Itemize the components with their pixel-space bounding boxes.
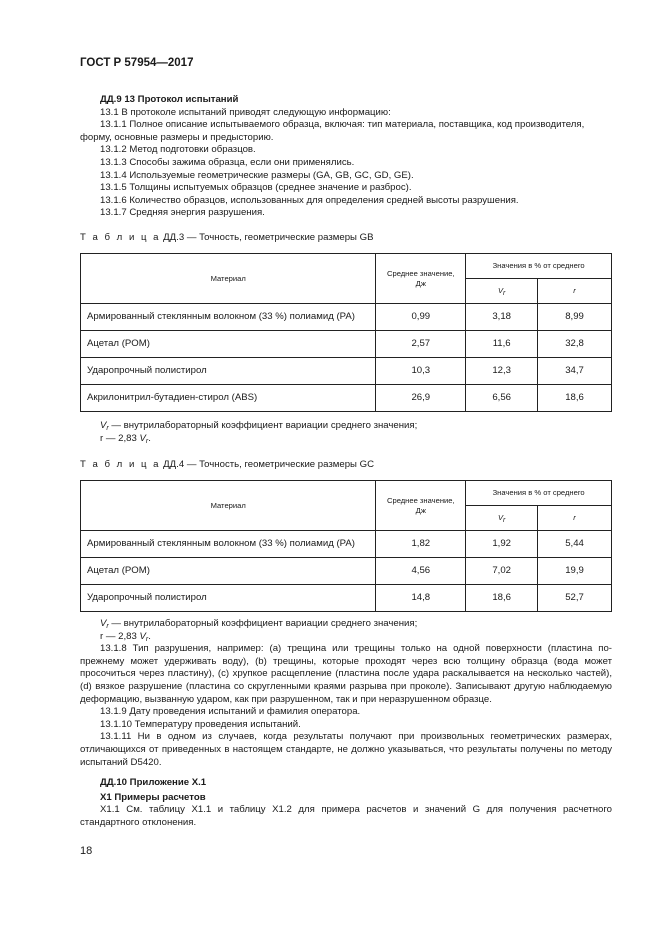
- cell-material: Ацетал (POM): [81, 558, 376, 585]
- paragraph-13-1-11: 13.1.11 Ни в одном из случаев, когда результаты получают при произвольных геометрических размерах, отличающихся от приведенных в настоящем стандарте, не должно указываться, что результаты получены по методу испытаний D5420.: [80, 731, 612, 768]
- note-r: r — 2,83 $V_r$.: [100, 630, 151, 643]
- paragraph-13-1-5: 13.1.5 Толщины испытуемых образцов (среднее значение и разброс).: [100, 182, 412, 194]
- section-dd9: [80, 94, 612, 220]
- col-header-r: r: [538, 506, 612, 531]
- page-number: 18: [80, 845, 93, 857]
- cell-vr: 18,6: [466, 585, 538, 612]
- table-row: [81, 331, 612, 358]
- paragraph-13-1-10: 13.1.10 Температуру проведения испытаний.: [100, 718, 301, 730]
- caption-prefix: Т а б л и ц а: [80, 459, 161, 470]
- table-row: [81, 358, 612, 385]
- cell-vr: 12,3: [466, 358, 538, 385]
- table-row: [81, 304, 612, 331]
- cell-material: Ударопрочный полистирол: [81, 585, 376, 612]
- cell-material: Ударопрочный полистирол: [81, 358, 376, 385]
- cell-mean: 10,3: [376, 358, 466, 385]
- paragraph-13-1-2: 13.1.2 Метод подготовки образцов.: [100, 144, 256, 156]
- cell-mean: 14,8: [376, 585, 466, 612]
- paragraph-13-1-8: 13.1.8 Тип разрушения, например: (a) трещина или трещины только на одной поверхности (пластина по-прежнему может удерживать воду), (b) трещины, которые проходят через всю толщину образца (вода может просочиться через пластину), (c) хрупкое расщепление (пластина после удара раскалывается на несколько частей), (d) вязкое разрушение (пластина со скругленными краями разрыва при проколе). Записывают другую наблюдаемую деформацию, вызванную ударом, как при разрушенном, так и при неразрушенном образце.: [80, 643, 612, 705]
- dd9-heading: ДД.9 13 Протокол испытаний: [100, 94, 239, 105]
- table-dd4: [80, 480, 612, 612]
- cell-material: Армированный стеклянным волокном (33 %) полиамид (PA): [81, 531, 376, 558]
- cell-vr: 11,6: [466, 331, 538, 358]
- paragraph-13-1-6: 13.1.6 Количество образцов, использованных для определения средней высоты разрушения.: [100, 194, 519, 206]
- caption-text: ДД.3 — Точность, геометрические размеры GB: [163, 232, 374, 243]
- cell-material: Армированный стеклянным волокном (33 %) полиамид (PA): [81, 304, 376, 331]
- table-row: [81, 585, 612, 612]
- col-header-mean: Среднее значение, Дж: [376, 254, 466, 304]
- col-header-material: Материал: [81, 254, 376, 304]
- table-dd4-caption: [80, 459, 374, 472]
- document-header: ГОСТ Р 57954—2017: [80, 57, 194, 69]
- cell-material: Ацетал (POM): [81, 331, 376, 358]
- col-header-group: Значения в % от среднего: [466, 481, 612, 506]
- paragraph-13-1: 13.1 В протоколе испытаний приводят следующую информацию:: [100, 106, 391, 118]
- note-r: r — 2,83 $V_r$.: [100, 432, 151, 445]
- paragraph-13-1-9: 13.1.9 Дату проведения испытаний и фамилия оператора.: [100, 706, 361, 718]
- paragraph-x1-1: X1.1 См. таблицу X1.1 и таблицу X1.2 для примера расчетов и значений G для получения расчетного стандартного отклонения.: [80, 804, 612, 828]
- cell-r: 18,6: [538, 385, 612, 412]
- cell-r: 5,44: [538, 531, 612, 558]
- table-dd3-caption: [80, 232, 373, 245]
- cell-r: 19,9: [538, 558, 612, 585]
- paragraph-13-1-3: 13.1.3 Способы зажима образца, если они применялись.: [100, 156, 355, 168]
- table-row: [81, 385, 612, 412]
- cell-vr: 3,18: [466, 304, 538, 331]
- section-tail: [80, 618, 612, 830]
- paragraph-13-1-4: 13.1.4 Используемые геометрические размеры (GA, GB, GC, GD, GE).: [100, 169, 414, 181]
- paragraph-13-1-1-line1: 13.1.1 Полное описание испытываемого образца, включая: тип материала, поставщика, код производителя,: [100, 119, 585, 131]
- col-header-mean: Среднее значение, Дж: [376, 481, 466, 531]
- cell-r: 32,8: [538, 331, 612, 358]
- dd10-heading: ДД.10 Приложение X.1: [100, 777, 207, 789]
- cell-vr: 6,56: [466, 385, 538, 412]
- cell-mean: 0,99: [376, 304, 466, 331]
- paragraph-13-1-7: 13.1.7 Средняя энергия разрушения.: [100, 207, 265, 219]
- cell-mean: 1,82: [376, 531, 466, 558]
- cell-mean: 4,56: [376, 558, 466, 585]
- table-dd3: [80, 253, 612, 412]
- cell-r: 34,7: [538, 358, 612, 385]
- cell-vr: 7,02: [466, 558, 538, 585]
- table-row: [81, 531, 612, 558]
- cell-r: 52,7: [538, 585, 612, 612]
- table-row: [81, 558, 612, 585]
- col-header-vr: $V_r$: [466, 506, 538, 531]
- cell-r: 8,99: [538, 304, 612, 331]
- col-header-material: Материал: [81, 481, 376, 531]
- col-header-vr: $V_r$: [466, 279, 538, 304]
- note-vr: $V_r$ — внутрилабораторный коэффициент вариации среднего значения;: [100, 618, 418, 630]
- col-header-r: r: [538, 279, 612, 304]
- cell-mean: 26,9: [376, 385, 466, 412]
- cell-mean: 2,57: [376, 331, 466, 358]
- x1-heading: X1 Примеры расчетов: [100, 791, 206, 803]
- cell-material: Акрилонитрил-бутадиен-стирол (ABS): [81, 385, 376, 412]
- table-dd3-notes: [80, 420, 417, 445]
- col-header-group: Значения в % от среднего: [466, 254, 612, 279]
- note-vr: $V_r$ — внутрилабораторный коэффициент вариации среднего значения;: [100, 420, 418, 432]
- caption-prefix: Т а б л и ц а: [80, 232, 161, 243]
- paragraph-13-1-1-line2: форму, основные размеры и предысторию.: [80, 131, 274, 143]
- cell-vr: 1,92: [466, 531, 538, 558]
- caption-text: ДД.4 — Точность, геометрические размеры GC: [163, 459, 374, 470]
